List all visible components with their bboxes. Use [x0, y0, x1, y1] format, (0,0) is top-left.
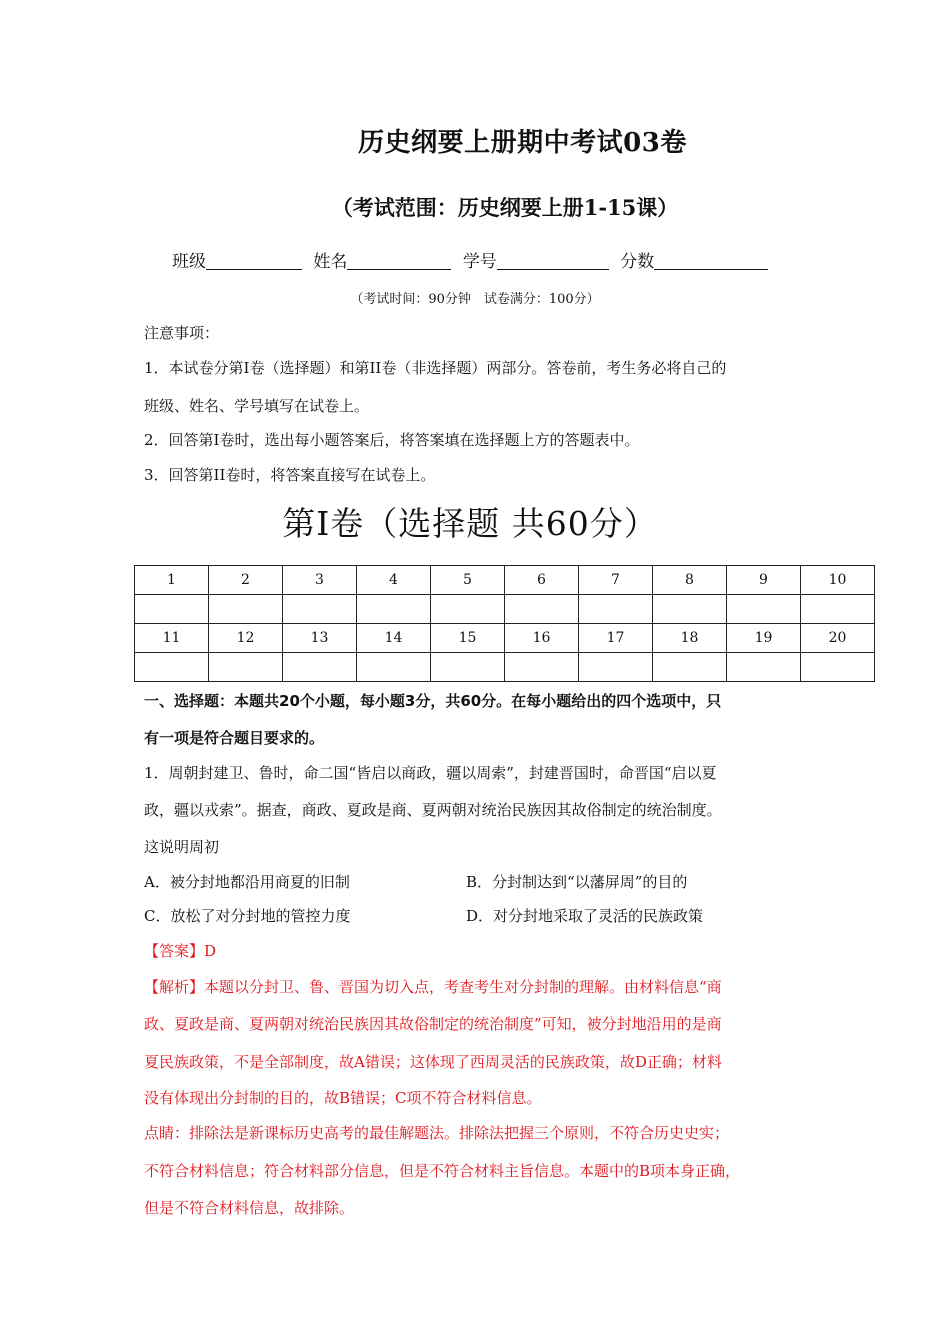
- class-blank[interactable]: [206, 251, 302, 270]
- answer-number-cell: 1: [135, 566, 209, 595]
- answer-number-cell: 14: [357, 624, 431, 653]
- notes-heading: 注意事项：: [144, 324, 220, 342]
- answer-blank-cell[interactable]: [283, 595, 357, 624]
- exam-title: 历史纲要上册期中考试03卷: [358, 128, 687, 158]
- answer-blank-cell[interactable]: [653, 653, 727, 682]
- answer-table-blank-row: [135, 653, 875, 682]
- answer-blank-cell[interactable]: [135, 595, 209, 624]
- answer-number-cell: 11: [135, 624, 209, 653]
- answer-number-cell: 20: [801, 624, 875, 653]
- answer-table: [134, 565, 875, 682]
- answer-blank-cell[interactable]: [505, 595, 579, 624]
- question-1-analysis-line-4: 没有体现出分封制的目的，故B错误；C项不符合材料信息。: [144, 1089, 542, 1107]
- part-1-intro-line-2: 有一项是符合题目要求的。: [144, 729, 325, 747]
- answer-number-cell: 19: [727, 624, 801, 653]
- answer-table-number-row: [135, 624, 875, 653]
- answer-blank-cell[interactable]: [801, 653, 875, 682]
- answer-table-number-row: [135, 566, 875, 595]
- answer-number-cell: 15: [431, 624, 505, 653]
- question-1-option-c[interactable]: C．放松了对分封地的管控力度: [144, 907, 351, 925]
- question-1-tip-line-1: 点睛：排除法是新课标历史高考的最佳解题法。排除法把握三个原则，不符合历史史实；: [144, 1124, 730, 1142]
- question-1-stem-line-3: 这说明周初: [144, 838, 220, 856]
- answer-number-cell: 16: [505, 624, 579, 653]
- question-1-tip-line-2: 不符合材料信息；符合材料部分信息，但是不符合材料主旨信息。本题中的B项本身正确，: [144, 1162, 741, 1180]
- part-1-intro-line-1: 一、选择题：本题共20个小题，每小题3分，共60分。在每小题给出的四个选项中，只: [144, 692, 722, 710]
- answer-blank-cell[interactable]: [653, 595, 727, 624]
- question-1-analysis-line-1: 【解析】本题以分封卫、鲁、晋国为切入点，考查考生对分封制的理解。由材料信息“商: [144, 978, 722, 996]
- question-1-option-b[interactable]: B．分封制达到“以藩屏周”的目的: [466, 873, 688, 891]
- answer-blank-cell[interactable]: [801, 595, 875, 624]
- question-1-stem-line-2: 政，疆以戎索”。据查，商政、夏政是商、夏两朝对统治民族因其故俗制定的统治制度。: [144, 801, 722, 819]
- note-item-1-line-2: 班级、姓名、学号填写在试卷上。: [144, 397, 370, 415]
- answer-blank-cell[interactable]: [357, 653, 431, 682]
- answer-number-cell: 2: [209, 566, 283, 595]
- answer-number-cell: 3: [283, 566, 357, 595]
- answer-number-cell: 5: [431, 566, 505, 595]
- name-blank[interactable]: [347, 251, 451, 270]
- question-1-answer: 【答案】D: [144, 942, 217, 960]
- section-1-heading: 第Ⅰ卷（选择题 共60分）: [282, 504, 658, 543]
- answer-number-cell: 9: [727, 566, 801, 595]
- answer-number-cell: 12: [209, 624, 283, 653]
- student-id-label: 学号: [462, 252, 497, 272]
- note-item-3: 3．回答第II卷时，将答案直接写在试卷上。: [144, 466, 436, 484]
- answer-blank-cell[interactable]: [209, 653, 283, 682]
- answer-blank-cell[interactable]: [431, 595, 505, 624]
- question-1-analysis-line-3: 夏民族政策，不是全部制度，故A错误；这体现了西周灵活的民族政策，故D正确；材料: [144, 1053, 722, 1071]
- question-1-tip-line-3: 但是不符合材料信息，故排除。: [144, 1199, 355, 1217]
- answer-number-cell: 7: [579, 566, 653, 595]
- answer-blank-cell[interactable]: [727, 595, 801, 624]
- question-1-analysis-line-2: 政、夏政是商、夏两朝对统治民族因其故俗制定的统治制度”可知，被分封地沿用的是商: [144, 1015, 722, 1033]
- question-1-option-d[interactable]: D．对分封地采取了灵活的民族政策: [466, 907, 704, 925]
- answer-number-cell: 6: [505, 566, 579, 595]
- answer-number-cell: 18: [653, 624, 727, 653]
- answer-table-blank-row: [135, 595, 875, 624]
- answer-number-cell: 17: [579, 624, 653, 653]
- answer-blank-cell[interactable]: [431, 653, 505, 682]
- score-label: 分数: [620, 252, 655, 272]
- answer-blank-cell[interactable]: [209, 595, 283, 624]
- answer-blank-cell[interactable]: [579, 595, 653, 624]
- student-id-blank[interactable]: [497, 251, 609, 270]
- answer-number-cell: 4: [357, 566, 431, 595]
- student-info-line: [172, 247, 774, 272]
- answer-blank-cell[interactable]: [579, 653, 653, 682]
- answer-number-cell: 10: [801, 566, 875, 595]
- answer-blank-cell[interactable]: [727, 653, 801, 682]
- class-label: 班级: [172, 252, 206, 272]
- answer-number-cell: 13: [283, 624, 357, 653]
- answer-number-cell: 8: [653, 566, 727, 595]
- answer-blank-cell[interactable]: [505, 653, 579, 682]
- question-1-option-a[interactable]: A．被分封地都沿用商夏的旧制: [144, 873, 350, 891]
- answer-blank-cell[interactable]: [135, 653, 209, 682]
- answer-blank-cell[interactable]: [357, 595, 431, 624]
- exam-meta: （考试时间：90分钟 试卷满分：100分）: [350, 292, 600, 307]
- note-item-2: 2．回答第I卷时，选出每小题答案后，将答案填在选择题上方的答题表中。: [144, 431, 640, 449]
- exam-subtitle: （考试范围：历史纲要上册1-15课）: [331, 195, 679, 220]
- answer-blank-cell[interactable]: [283, 653, 357, 682]
- note-item-1-line-1: 1．本试卷分第I卷（选择题）和第II卷（非选择题）两部分。答卷前，考生务必将自己的: [144, 359, 727, 377]
- score-blank[interactable]: [654, 251, 768, 270]
- question-1-stem-line-1: 1．周朝封建卫、鲁时，命二国“皆启以商政，疆以周索”，封建晋国时，命晋国“启以夏: [144, 764, 717, 782]
- name-label: 姓名: [313, 252, 348, 272]
